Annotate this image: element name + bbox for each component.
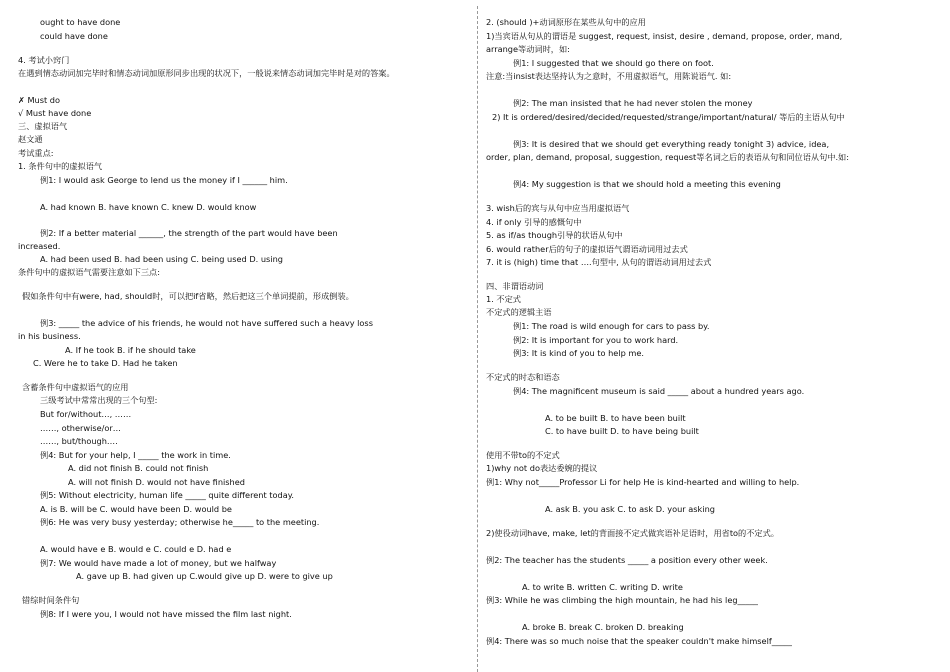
text-line: 例4: There was so much noise that the speaker couldn't make himself_____ [486, 636, 793, 646]
text-line: 例3: It is desired that we should get everything ready tonight 3) advice, idea, [513, 139, 830, 149]
text-line: 1. 不定式 [486, 294, 521, 304]
text-line: 条件句中的虚拟语气需要注意如下三点: [18, 267, 160, 277]
text-line: A. to be built B. to have been built [545, 413, 686, 423]
text-line: A. broke B. break C. broken D. breaking [522, 622, 684, 632]
text-line: 例4: My suggestion is that we should hold a meeting this evening [513, 179, 781, 189]
text-line: 例3: While he was climbing the high mountain, he had his leg_____ [486, 595, 759, 605]
text-line: A. is B. will be C. would have been D. would be [40, 504, 232, 514]
text-line: C. Were he to take D. Had he taken [33, 358, 178, 368]
text-line: 使用不带to的不定式 [486, 450, 560, 460]
text-line: 2)使役动词have, make, let的背面接不定式做宾语补足语时，用省to的不定式。 [486, 528, 779, 538]
text-line: 例2: If a better material ______, the strength of the part would have been [40, 228, 338, 238]
text-line: 2. (should )+动词原形在某些从句中的应用 [486, 17, 646, 27]
text-line: 例7: We would have made a lot of money, but we halfway [40, 558, 277, 568]
text-line: 例1: I would ask George to lend us the money if I ______ him. [40, 175, 288, 185]
text-line: A. to write B. written C. writing D. write [522, 582, 683, 592]
text-line: 2) It is ordered/desired/decided/requested/strange/important/natural/ 等后的主语从句中 [492, 112, 845, 122]
text-line: 1. 条件句中的虚拟语气 [18, 161, 103, 171]
text-line: But for/without…, …… [40, 409, 132, 419]
text-line: A. did not finish B. could not finish [68, 463, 209, 473]
text-line: 考试重点: [18, 148, 54, 158]
text-line: A. gave up B. had given up C.would give up D. were to give up [76, 571, 333, 581]
text-line: 7. it is (high) time that ….句型中, 从句的谓语动词用过去式 [486, 257, 712, 267]
text-line: 例6: He was very busy yesterday; otherwise he_____ to the meeting. [40, 517, 320, 527]
text-line: 1)当宾语从句从的谓语是 suggest, request, insist, desire , demand, propose, order, mand, [486, 31, 843, 41]
text-line: 例3: It is kind of you to help me. [513, 348, 645, 358]
text-line: 6. would rather后的句子的虚拟语气谓语动词用过去式 [486, 244, 688, 254]
text-line: 例1: I suggested that we should go there on foot. [513, 58, 714, 68]
text-line: 例2: The teacher has the students _____ a position every other week. [486, 555, 768, 565]
text-line: 例4: The magnificent museum is said _____ about a hundred years ago. [513, 386, 805, 396]
text-line: √ Must have done [18, 108, 92, 118]
text-line: 含蓄条件句中虚拟语气的应用 [22, 382, 129, 392]
text-line: 例2: The man insisted that he had never stolen the money [513, 98, 753, 108]
text-line: 赵文通 [18, 134, 43, 144]
text-line: 例4: But for your help, I _____ the work in time. [40, 450, 231, 460]
right-column [478, 0, 950, 672]
text-line: arrange等动词时，如: [486, 44, 570, 54]
text-line: 例1: The road is wild enough for cars to pass by. [513, 321, 710, 331]
text-line: 例1: Why not_____Professor Li for help He is kind-hearted and willing to help. [486, 477, 800, 487]
text-line: 1)why not do表达委婉的提议 [486, 463, 598, 473]
text-line: A. If he took B. if he should take [65, 345, 196, 355]
text-line: 3. wish后的宾与从句中应当用虚拟语气 [486, 203, 630, 213]
text-line: A. will not finish D. would not have finished [68, 477, 245, 487]
text-line: ……, otherwise/or… [40, 423, 121, 433]
text-line: A. ask B. you ask C. to ask D. your asking [545, 504, 715, 514]
text-line: in his business. [18, 331, 81, 341]
text-line: ……, but/though…. [40, 436, 118, 446]
text-line: 5. as if/as though引导的状语从句中 [486, 230, 623, 240]
text-line: 三、虚拟语气 [18, 121, 68, 131]
text-line: 不定式的逻辑主语 [486, 307, 552, 317]
text-line: 四、非谓语动词 [486, 281, 544, 291]
text-line: ✗ Must do [18, 95, 61, 105]
text-line: 例2: It is important for you to work hard. [513, 335, 679, 345]
text-line: 错综时间条件句 [22, 595, 80, 605]
text-line: 在遇到情态动词加完毕时和情态动词加原形同步出现的状况下，一般说来情态动词加完毕时是对的答案。 [18, 68, 395, 78]
text-line: increased. [18, 241, 61, 251]
text-line: 4. 考试小窍门 [18, 55, 70, 65]
text-line: A. would have e B. would e C. could e D. had e [40, 544, 232, 554]
text-line: C. to have built D. to have being built [545, 426, 699, 436]
text-line: 4. if only 引导的感慨句中 [486, 217, 582, 227]
text-line: 例8: If I were you, I would not have missed the film last night. [40, 609, 292, 619]
text-line: 假如条件句中有were, had, should时，可以把if省略，然后把这三个单词提前，形成倒装。 [22, 291, 354, 301]
text-line: ought to have done [40, 17, 121, 27]
text-line: A. had known B. have known C. knew D. would know [40, 202, 257, 212]
text-line: 三级考试中常常出现的三个句型: [40, 395, 158, 405]
text-line: 不定式的时态和语态 [486, 372, 560, 382]
text-line: 例3: _____ the advice of his friends, he would not have suffered such a heavy loss [40, 318, 373, 328]
text-line: order, plan, demand, proposal, suggestion, request等名词之后的表语从句和同位语从句中.如: [486, 152, 850, 162]
text-line: could have done [40, 31, 108, 41]
text-line: 例5: Without electricity, human life _____ quite different today. [40, 490, 295, 500]
text-line: A. had been used B. had been using C. being used D. using [40, 254, 283, 264]
text-line: 注意:当insist表达坚持认为之意时，不用虚拟语气，用陈说语气. 如: [486, 71, 732, 81]
